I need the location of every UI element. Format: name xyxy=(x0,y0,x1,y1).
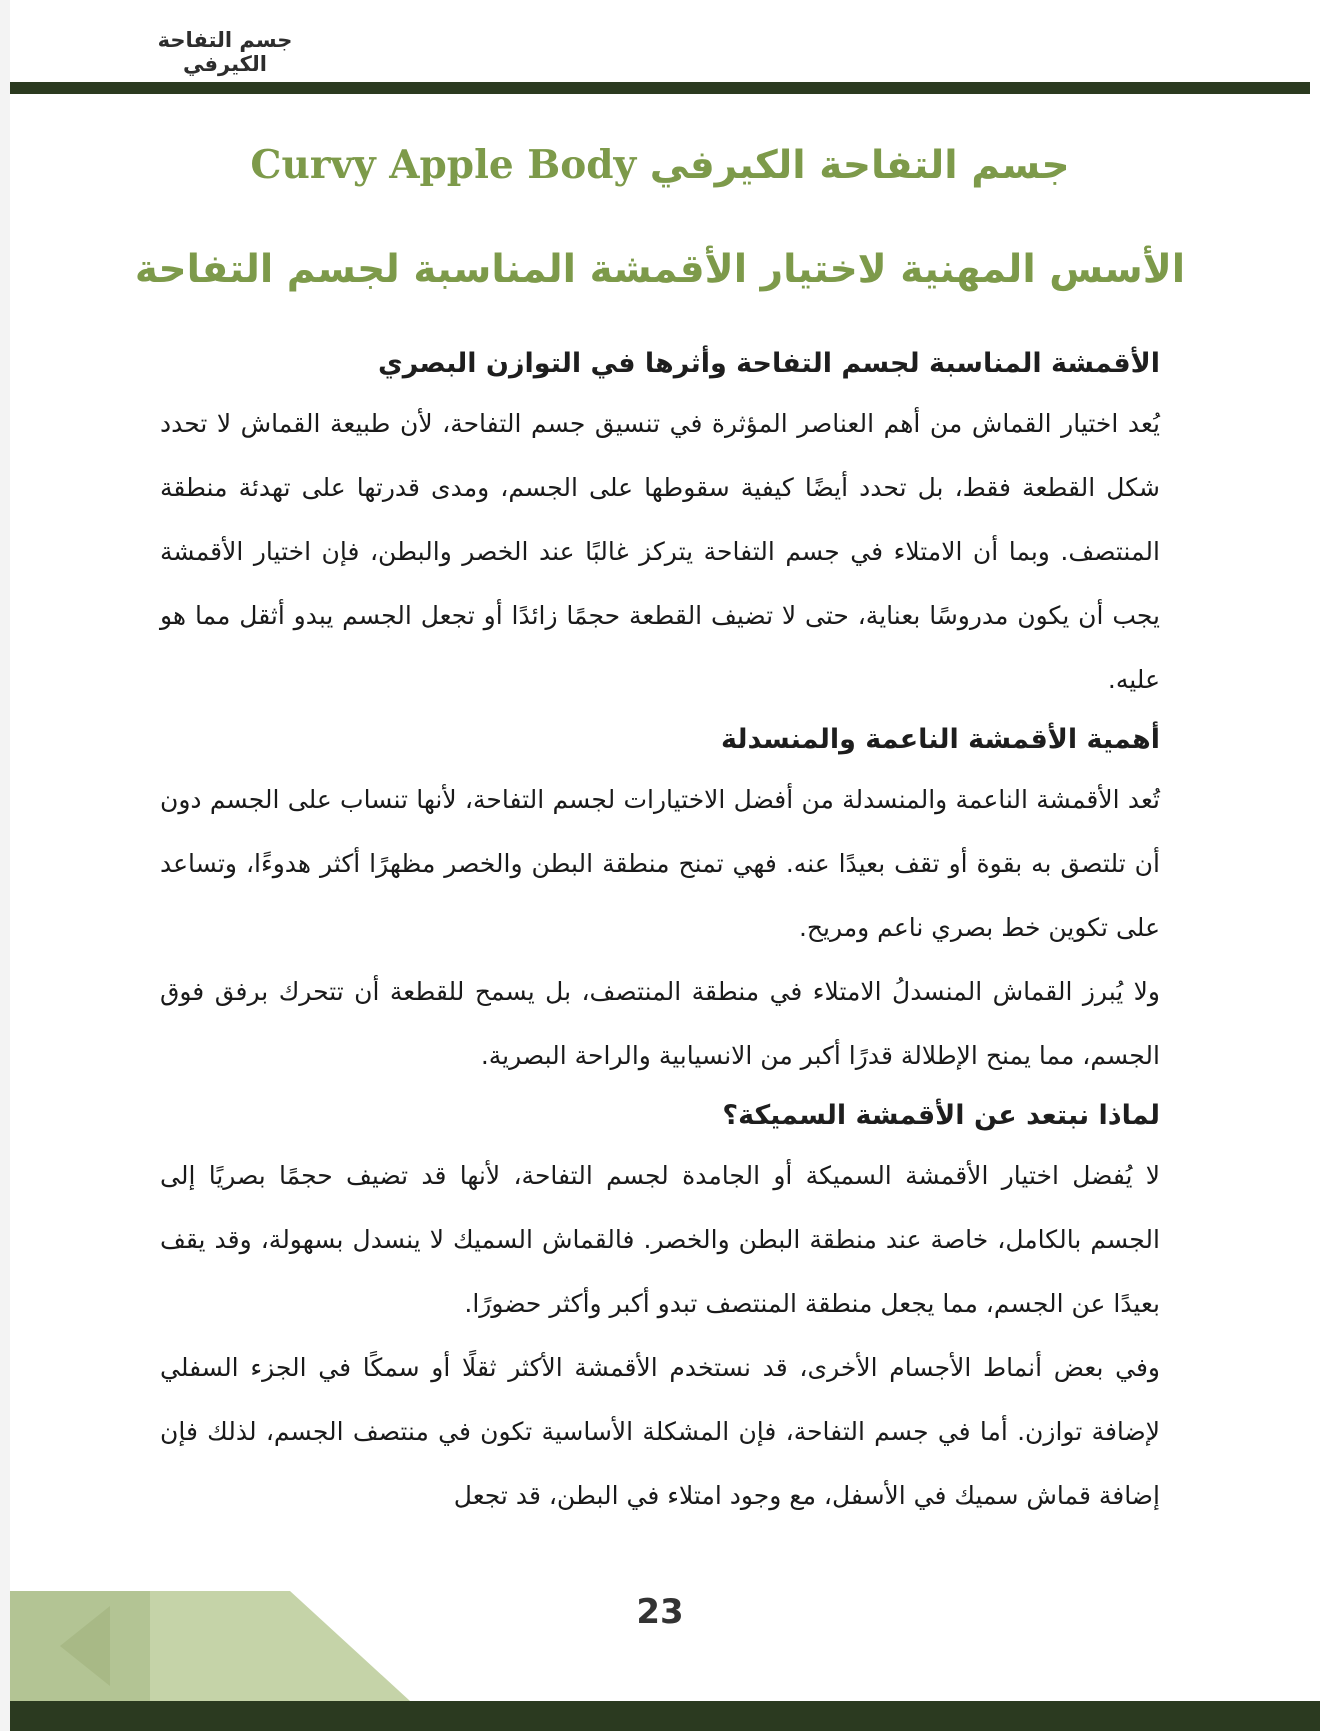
page-edge xyxy=(0,0,10,1731)
paragraph: وفي بعض أنماط الأجسام الأخرى، قد نستخدم الأقمشة الأكثر ثقلًا أو سمكًا في الجزء السفلي لإضافة توازن. أما في جسم التفاحة، فإن المشكلة الأساسية تكون في منتصف الجسم، لذلك فإن إضافة قماش سميك في الأسفل، مع وجود امتلاء في البطن، قد تجعل xyxy=(160,1353,1160,1510)
footer-decoration xyxy=(10,1591,430,1701)
section-fabric-balance xyxy=(160,336,1160,712)
page-title-latin: Curvy Apple Body xyxy=(250,142,637,188)
paragraph: ولا يُبرز القماش المنسدلُ الامتلاء في منطقة المنتصف، بل يسمح للقطعة أن تتحرك برفق فوق الجسم، مما يمنح الإطلالة قدرًا أكبر من الانسيابية والراحة البصرية. xyxy=(160,977,1160,1070)
page-number: 23 xyxy=(636,1592,684,1632)
page-body xyxy=(160,336,1160,1528)
paragraph: لا يُفضل اختيار الأقمشة السميكة أو الجامدة لجسم التفاحة، لأنها قد تضيف حجمًا بصريًا إلى الجسم بالكامل، خاصة عند منطقة البطن والخصر. فالقماش السميك لا ينسدل بسهولة، وقد يقف بعيدًا عن الجسم، مما يجعل منطقة المنتصف تبدو أكبر وأكثر حضورًا. xyxy=(160,1161,1160,1318)
header-rule xyxy=(10,82,1310,94)
paragraph: يُعد اختيار القماش من أهم العناصر المؤثرة في تنسيق جسم التفاحة، لأن طبيعة القماش لا تحدد شكل القطعة فقط، بل تحدد أيضًا كيفية سقوطها على الجسم، ومدى قدرتها على تهدئة منطقة المنتصف. وبما أن الامتلاء في جسم التفاحة يتركز غالبًا عند الخصر والبطن، فإن اختيار الأقمشة يجب أن يكون مدروسًا بعناية، حتى لا تضيف القطعة حجمًا زائدًا أو تجعل الجسم يبدو أثقل مما هو عليه. xyxy=(160,409,1160,694)
section-thick-fabrics xyxy=(160,1088,1160,1528)
page-title xyxy=(110,135,1210,196)
page-title-arabic: جسم التفاحة الكيرفي xyxy=(649,143,1070,188)
paragraph: تُعد الأقمشة الناعمة والمنسدلة من أفضل الاختيارات لجسم التفاحة، لأنها تنساب على الجسم دون أن تلتصق به بقوة أو تقف بعيدًا عنه. فهي تمنح منطقة البطن والخصر مظهرًا أكثر هدوءًا، وتساعد على تكوين خط بصري ناعم ومريح. xyxy=(160,785,1160,942)
section-heading: أهمية الأقمشة الناعمة والمنسدلة xyxy=(720,724,1160,755)
section-heading: لماذا نبتعد عن الأقمشة السميكة؟ xyxy=(722,1100,1160,1131)
section-soft-fabrics xyxy=(160,712,1160,1088)
footer-band xyxy=(10,1701,1320,1731)
page-subtitle: الأسس المهنية لاختيار الأقمشة المناسبة لجسم التفاحة xyxy=(134,247,1186,292)
section-heading: الأقمشة المناسبة لجسم التفاحة وأثرها في التوازن البصري xyxy=(377,348,1160,379)
running-header: جسم التفاحة الكيرفي xyxy=(157,28,293,76)
